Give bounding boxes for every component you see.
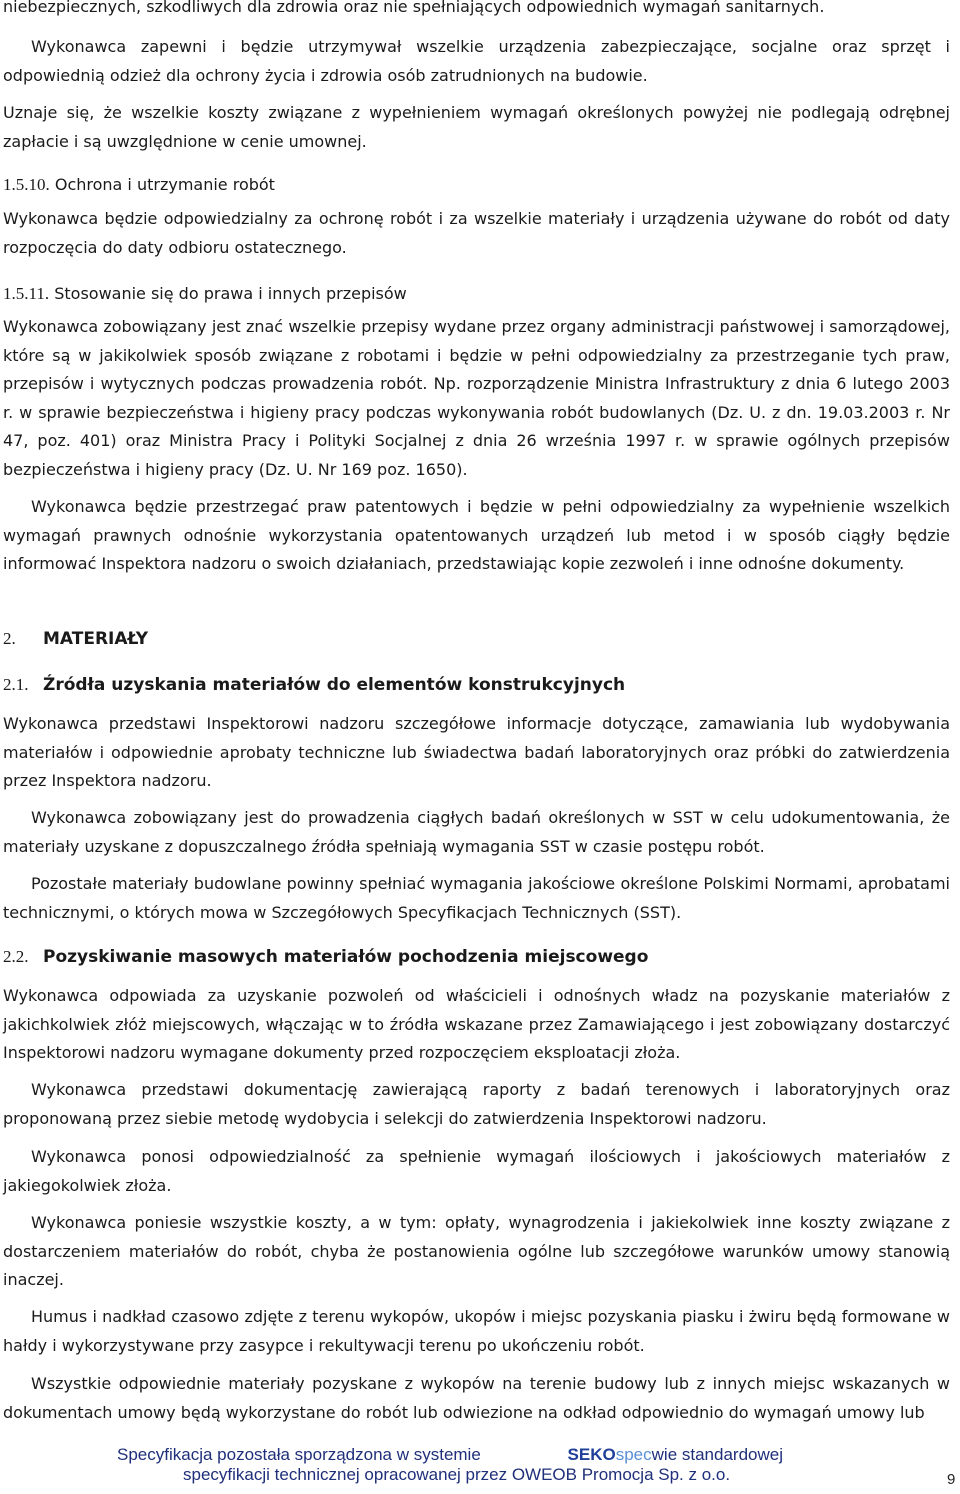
heading-2-2 — [3, 947, 648, 967]
heading-number: 2.2. — [3, 947, 29, 966]
paragraph-responsibility: Wykonawca ponosi odpowiedzialność za spełnienie wymagań ilościowych i jakościowych materiałów z jakiegokolwiek złoża. — [3, 1147, 950, 1195]
sekospec-logo-spec: spec — [615, 1445, 652, 1464]
heading-title: MATERIAŁY — [43, 629, 149, 649]
paragraph-permits: Wykonawca odpowiada za uzyskanie pozwoleń od właścicieli i odnośnych władz na pozyskanie materiałów z jakichkolwiek złóż miejscowych, włączając w to źródła wskazane przez Zamawiającego i jest zobowiązany dostarczyć Inspektorowi nadzoru wymagane dokumenty przed rozpoczęciem eksploatacji złoża. — [3, 986, 950, 1063]
footer-text: wie standardowej — [651, 1445, 783, 1464]
section-title: Ochrona i utrzymanie robót — [54, 175, 275, 194]
heading-number: 2. — [3, 629, 16, 648]
section-number: 1.5.11. — [3, 284, 50, 303]
paragraph-costs: Uznaje się, że wszelkie koszty związane z wypełnieniem wymagań określonych powyżej nie podlegają odrębnej zapłacie i są uwzględnione w cenie umownej. — [3, 103, 950, 151]
paragraph-safety-equipment: Wykonawca zapewni i będzie utrzymywał wszelkie urządzenia zabezpieczające, socjalne oraz sprzęt i odpowiednią odzież dla ochrony życia i zdrowia osób zatrudnionych na budowie. — [3, 37, 950, 85]
paragraph-costs-materials: Wykonawca poniesie wszystkie koszty, a w tym: opłaty, wynagrodzenia i jakiekolwiek inne koszty związane z dostarczeniem materiałów do robót, chyba że postanowienia ogólne lub szczegółowe warunków umowy stanowią inaczej. — [3, 1213, 950, 1290]
paragraph-continuous-tests: Wykonawca zobowiązany jest do prowadzenia ciągłych badań określonych w SST w celu udokumentowania, że materiały uzyskane z dopuszczalnego źródła spełniają wymagania SST w czasie postępu robót. — [3, 808, 950, 856]
heading-title: Źródła uzyskania materiałów do elementów konstrukcyjnych — [43, 675, 626, 695]
heading-number: 2.1. — [3, 675, 29, 694]
footer-text: Specyfikacja pozostała sporządzona w systemie — [117, 1445, 481, 1464]
paragraph-humus: Humus i nadkład czasowo zdjęte z terenu wykopów, ukopów i miejsc pozyskania piasku i żwiru będą formowane w hałdy i wykorzystywane przy zasypce i rekultywacji terenu po ukończeniu robót. — [3, 1307, 950, 1355]
heading-title: Pozyskiwanie masowych materiałów pochodzenia miejscowego — [43, 947, 649, 967]
paragraph-material-info: Wykonawca przedstawi Inspektorowi nadzoru szczegółowe informacje dotyczące, zamawiania lub wydobywania materiałów i odpowiednie aprobaty techniczne lub świadectwa badań laboratoryjnych oraz próbki do zatwierdzenia przez Inspektora nadzoru. — [3, 714, 950, 791]
page-number: 9 — [947, 1471, 956, 1488]
section-1-5-10-heading — [3, 171, 950, 200]
paragraph-patents: Wykonawca będzie przestrzegać praw patentowych i będzie w pełni odpowiedzialny za wypełnienie wszelkich wymagań prawnych odnośnie wykorzystania opatentowanych urządzeń lub metod i w sposób ciągły będzie informować Inspektora nadzoru o swoich działaniach, przedstawiając kopie zezwoleń i inne odnośne dokumenty. — [3, 497, 950, 574]
section-1-5-11-heading — [3, 280, 950, 309]
heading-2-1 — [3, 675, 625, 695]
sekospec-logo-seko: SEKO — [567, 1445, 616, 1464]
section-number: 1.5.10. — [3, 175, 50, 194]
heading-materials — [3, 629, 148, 649]
paragraph-other-materials: Pozostałe materiały budowlane powinny spełniać wymagania jakościowe określone Polskimi Normami, aprobatami technicznymi, o których mowa w Szczegółowych Specyfikacjach Technicznych (SST). — [3, 874, 950, 922]
paragraph-top: niebezpiecznych, szkodliwych dla zdrowia oraz nie spełniających odpowiednich wymagań sanitarnych. — [3, 0, 825, 16]
paragraph-regulations: Wykonawca zobowiązany jest znać wszelkie przepisy wydane przez organy administracji państwowej i samorządowej, które są w jakikolwiek sposób związane z robotami i będzie w pełni odpowiedzialny za przestrzeganie tych praw, przepisów i wytycznych podczas prowadzenia robót. Np. rozporządzenie Ministra Infrastruktury z dnia 6 lutego 2003 r. w sprawie bezpieczeństwa i higieny pracy podczas wykonywania robót budowlanych (Dz. U. z dn. 19.03.2003 r. Nr 47, poz. 401) oraz Ministra Pracy i Polityki Socjalnej z dnia 26 września 1997 r. w sprawie ogólnych przepisów bezpieczeństwa i higieny pracy (Dz. U. Nr 169 poz. 1650). — [3, 317, 950, 479]
paragraph-protection: Wykonawca będzie odpowiedzialny za ochronę robót i za wszelkie materiały i urządzenia używane do robót od daty rozpoczęcia do daty odbioru ostatecznego. — [3, 209, 950, 257]
footer-line-2: specyfikacji technicznej opracowanej przez OWEOB Promocja Sp. z o.o. — [183, 1465, 731, 1484]
paragraph-excavated-materials: Wszystkie odpowiednie materiały pozyskane z wykopów na terenie budowy lub z innych miejsc wskazanych w dokumentach umowy będą wykorzystane do robót lub odwiezione na odkład odpowiednio do wymagań umowy lub — [3, 1374, 950, 1422]
paragraph-documentation: Wykonawca przedstawi dokumentację zawierającą raporty z badań terenowych i laboratoryjnych oraz proponowaną przez siebie metodę wydobycia i selekcji do zatwierdzenia Inspektorowi nadzoru. — [3, 1080, 950, 1128]
footer-line-1 — [117, 1445, 783, 1465]
section-title: Stosowanie się do prawa i innych przepisów — [54, 284, 407, 303]
